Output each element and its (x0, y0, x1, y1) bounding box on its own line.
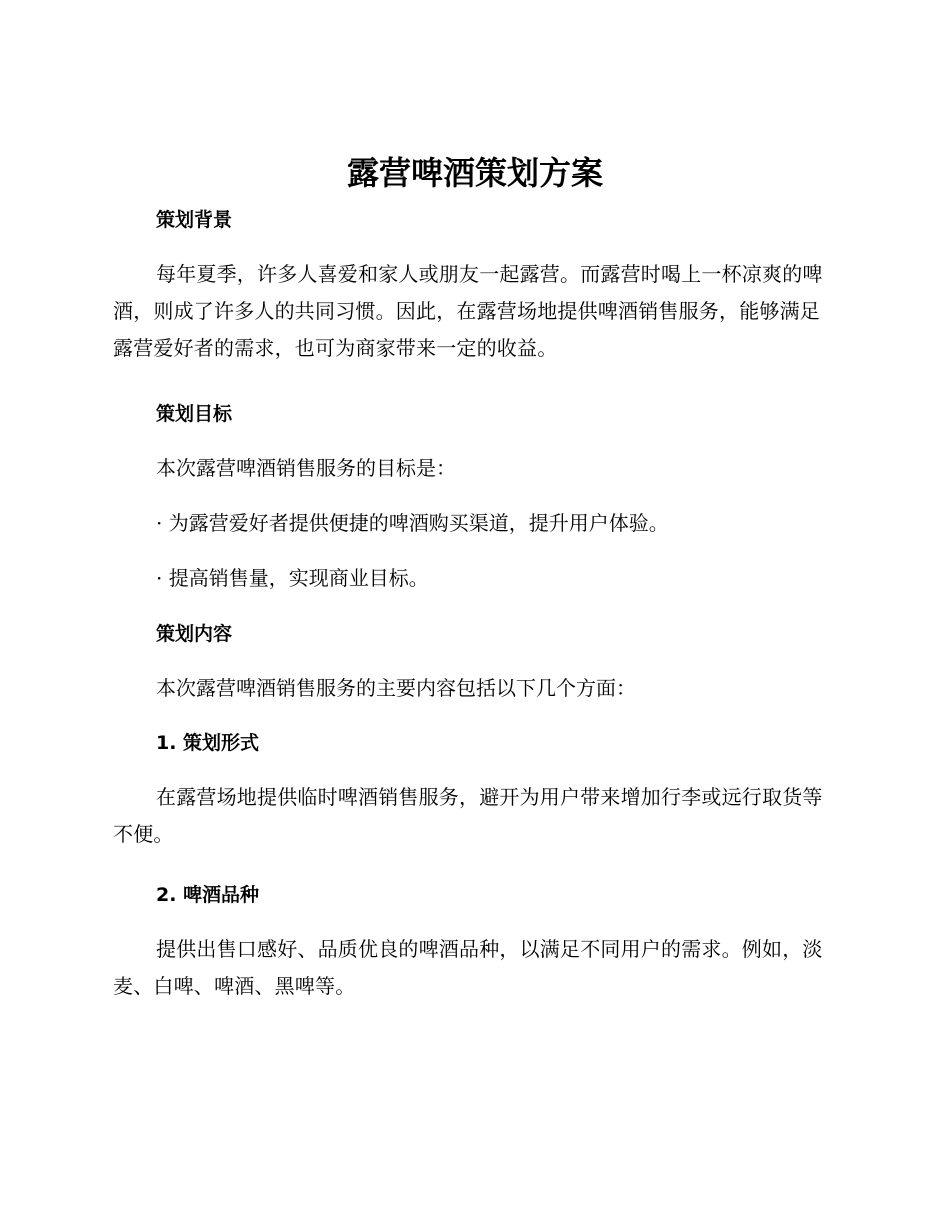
goals-bullet-2: · 提高销售量，实现商业目标。 (156, 566, 429, 590)
section-heading-content: 策划内容 (156, 623, 233, 645)
document-title: 露营啤酒策划方案 (346, 154, 603, 192)
section-heading-background: 策划背景 (156, 209, 233, 231)
goals-intro: 本次露营啤酒销售服务的目标是： (156, 456, 456, 480)
subsection-heading-beer-varieties: 2. 啤酒品种 (156, 884, 260, 906)
format-paragraph: 在露营场地提供临时啤酒销售服务，避开为用户带来增加行李或远行取货等不便。 (113, 785, 823, 846)
section-heading-goals: 策划目标 (156, 403, 233, 425)
background-paragraph: 每年夏季，许多人喜爱和家人或朋友一起露营。而露营时喝上一杯凉爽的啤酒，则成了许多人的共同习惯。因此，在露营场地提供啤酒销售服务，能够满足露营爱好者的需求，也可为商家带来一定的收益。 (113, 262, 823, 360)
goals-bullet-1: · 为露营爱好者提供便捷的啤酒购买渠道，提升用户体验。 (156, 511, 669, 535)
subsection-heading-format: 1. 策划形式 (156, 732, 260, 754)
content-intro: 本次露营啤酒销售服务的主要内容包括以下几个方面： (156, 676, 636, 700)
beer-varieties-paragraph: 提供出售口感好、品质优良的啤酒品种，以满足不同用户的需求。例如，淡麦、白啤、啤酒、黑啤等。 (113, 937, 823, 998)
